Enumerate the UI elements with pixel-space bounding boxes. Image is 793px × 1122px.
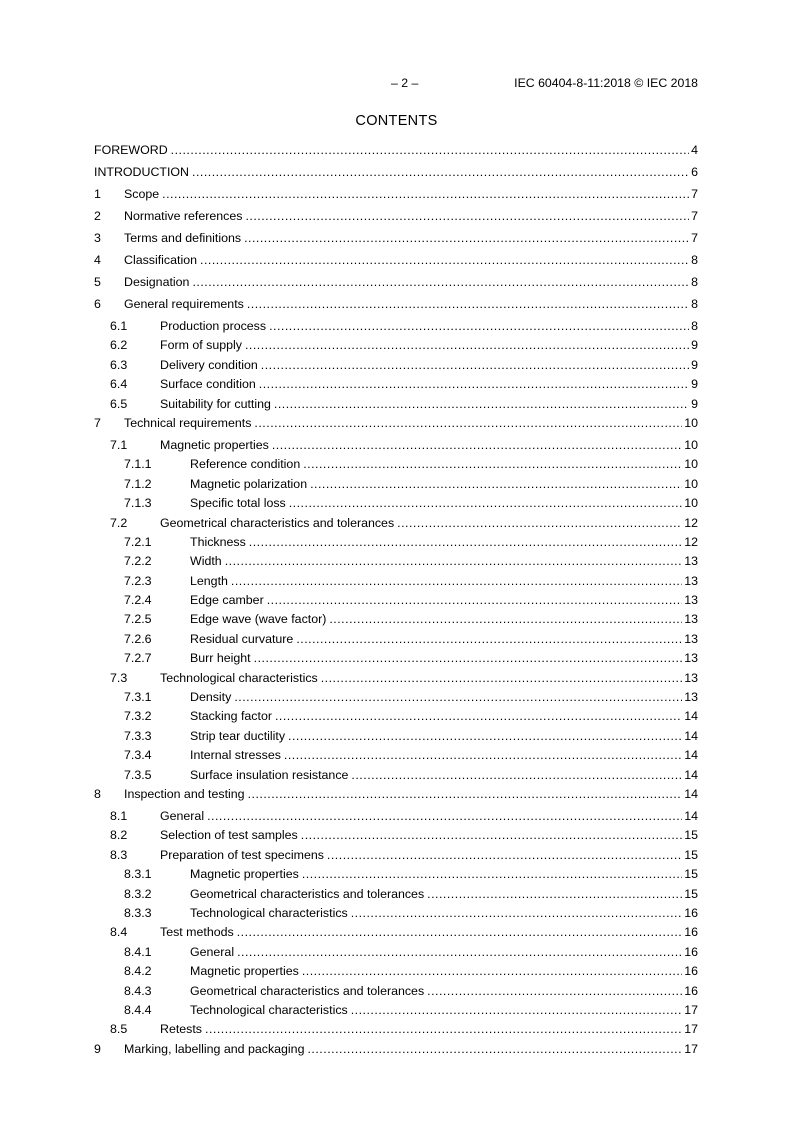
dot-leader — [303, 457, 682, 471]
toc-entry-page: 10 — [684, 476, 698, 491]
dot-leader — [225, 554, 683, 568]
toc-entry-page: 10 — [684, 415, 698, 430]
toc-entry[interactable] — [94, 397, 698, 416]
dot-leader — [237, 925, 683, 939]
toc-entry-label: Reference condition — [190, 457, 301, 472]
toc-entry-label: Stacking factor — [190, 709, 272, 724]
dot-leader — [310, 477, 682, 491]
toc-entry-number: 7.2.4 — [124, 593, 152, 608]
toc-entry[interactable] — [94, 748, 698, 767]
toc-entry-page: 16 — [684, 964, 698, 979]
dot-leader — [275, 709, 682, 723]
toc-entry-number: 6.3 — [110, 357, 128, 372]
toc-entry-page: 16 — [684, 944, 698, 959]
toc-entry-label: Thickness — [190, 534, 246, 549]
toc-entry[interactable] — [94, 496, 698, 515]
toc-entry[interactable] — [94, 709, 698, 728]
toc-entry-page: 13 — [684, 573, 698, 588]
toc-entry[interactable] — [94, 231, 698, 253]
dot-leader — [351, 906, 682, 920]
toc-entry-label: Surface insulation resistance — [190, 767, 349, 782]
dot-leader — [245, 209, 689, 223]
toc-entry-number: 8.4.1 — [124, 944, 152, 959]
toc-entry-page: 17 — [684, 1002, 698, 1017]
toc-entry-number: 7 — [94, 415, 101, 430]
toc-entry-number: 7.2.7 — [124, 651, 152, 666]
dot-leader — [307, 1042, 682, 1056]
toc-entry[interactable] — [94, 438, 698, 457]
toc-entry[interactable] — [94, 848, 698, 867]
toc-entry-label: Strip tear ductility — [190, 728, 286, 743]
dot-leader — [329, 612, 682, 626]
dot-leader — [289, 496, 682, 510]
toc-entry-number: 7.3 — [110, 670, 128, 685]
toc-entry-number: 7.3.3 — [124, 728, 152, 743]
toc-entry-label: Production process — [160, 319, 267, 333]
toc-entry-page: 13 — [684, 554, 698, 569]
toc-entry-number: 6 — [94, 297, 101, 311]
toc-entry-label: Width — [190, 554, 222, 569]
dot-leader — [301, 828, 682, 842]
toc-entry-page: 15 — [684, 867, 698, 882]
toc-entry-label: Selection of test samples — [160, 828, 298, 843]
toc-entry-page: 7 — [691, 209, 698, 223]
toc-entry[interactable] — [94, 945, 698, 964]
toc-entry-page: 14 — [684, 728, 698, 743]
page-title: CONTENTS — [355, 113, 438, 129]
toc-entry-number: 7.3.5 — [124, 767, 152, 782]
dot-leader — [302, 964, 682, 978]
toc-entry-number: 7.2.5 — [124, 612, 152, 627]
toc-entry-label: Form of supply — [160, 338, 242, 353]
toc-entry-number: 7.2.6 — [124, 631, 152, 646]
toc-entry-number: 8 — [94, 786, 101, 801]
toc-entry[interactable] — [94, 787, 698, 809]
toc-entry[interactable] — [94, 338, 698, 357]
toc-entry-page: 12 — [684, 515, 698, 530]
toc-entry-label: Technological characteristics — [190, 1002, 348, 1017]
dot-leader — [351, 768, 682, 782]
toc-entry-page: 16 — [684, 905, 698, 920]
toc-entry-page: 8 — [691, 319, 698, 333]
dot-leader — [234, 690, 682, 704]
dot-leader — [244, 231, 689, 245]
toc-entry-page: 9 — [691, 396, 698, 411]
toc-entry-label: Delivery condition — [160, 357, 258, 372]
toc-entry-number: 8.4.4 — [124, 1002, 152, 1017]
dot-leader — [192, 165, 689, 179]
toc-entry-number: 5 — [94, 275, 101, 289]
toc-entry-page: 10 — [684, 496, 698, 511]
toc-entry-label: Preparation of test specimens — [160, 847, 324, 862]
toc-entry-number: 7.2.1 — [124, 534, 152, 549]
toc-entry-label: Technological characteristics — [190, 905, 348, 920]
toc-entry[interactable] — [94, 809, 698, 828]
toc-entry-page: 7 — [691, 231, 698, 245]
dot-leader — [171, 143, 689, 157]
toc-entry[interactable] — [94, 535, 698, 554]
toc-entry[interactable] — [94, 906, 698, 925]
toc-entry-label: Geometrical characteristics and tolerances — [160, 515, 395, 530]
toc-entry-label: Terms and definitions — [124, 231, 242, 245]
toc-entry-page: 14 — [684, 786, 698, 801]
toc-entry-page: 14 — [684, 767, 698, 782]
toc-entry-page: 9 — [691, 338, 698, 353]
toc-entry-number: 7.1.1 — [124, 457, 152, 472]
toc-entry-page: 15 — [684, 847, 698, 862]
toc-entry-page: 8 — [691, 297, 698, 311]
dot-leader — [200, 253, 689, 267]
toc-entry-number: 8.1 — [110, 808, 128, 823]
toc-entry[interactable] — [94, 275, 698, 297]
toc-entry-label: Suitability for cutting — [160, 396, 271, 411]
toc-entry[interactable] — [94, 1042, 698, 1064]
dot-leader — [302, 867, 682, 881]
toc-entry[interactable] — [94, 671, 698, 690]
toc-entry-page: 14 — [684, 709, 698, 724]
toc-entry-label: Technical requirements — [124, 415, 252, 430]
toc-entry-page: 14 — [684, 808, 698, 823]
dot-leader — [205, 1022, 682, 1036]
dot-leader — [267, 593, 683, 607]
toc-entry-label: Normative references — [124, 209, 243, 223]
toc-entry-page: 9 — [691, 357, 698, 372]
toc-entry-label: Geometrical characteristics and tolerances — [190, 886, 425, 901]
toc-entry[interactable] — [94, 297, 698, 319]
toc-entry-number: 9 — [94, 1041, 101, 1056]
dot-leader — [231, 574, 682, 588]
toc-entry-number: 7.1.2 — [124, 476, 152, 491]
toc-entry-page: 13 — [684, 612, 698, 627]
toc-entry-label: Technological characteristics — [160, 670, 318, 685]
dot-leader — [397, 516, 682, 530]
toc-entry[interactable] — [94, 1003, 698, 1022]
toc-entry-label: Magnetic properties — [190, 964, 299, 979]
toc-entry-page: 8 — [691, 275, 698, 289]
dot-leader — [249, 535, 682, 549]
toc-entry-number: 8.5 — [110, 1022, 128, 1037]
dot-leader — [427, 887, 682, 901]
toc-entry[interactable] — [94, 516, 698, 535]
toc-entry-label: Geometrical characteristics and tolerances — [190, 983, 425, 998]
toc-entry-label: Burr height — [190, 651, 251, 666]
toc-entry-page: 13 — [684, 670, 698, 685]
toc-entry[interactable] — [94, 143, 698, 165]
toc-entry-number: 1 — [94, 187, 101, 201]
dot-leader — [272, 438, 682, 452]
toc-entry-label: Test methods — [160, 925, 234, 940]
toc-entry-label: General — [160, 808, 205, 823]
toc-entry[interactable] — [94, 925, 698, 944]
toc-entry-label: Specific total loss — [190, 496, 286, 511]
toc-entry-page: 4 — [691, 143, 698, 157]
toc-entry[interactable] — [94, 651, 698, 670]
toc-entry-number: 7.2.3 — [124, 573, 152, 588]
toc-entry-number: 8.2 — [110, 828, 128, 843]
dot-leader — [248, 787, 683, 801]
document-reference: IEC 60404-8-11:2018 © IEC 2018 — [514, 76, 698, 90]
toc-entry[interactable] — [94, 690, 698, 709]
toc-entry[interactable] — [94, 574, 698, 593]
toc-entry[interactable] — [94, 209, 698, 231]
dot-leader — [192, 275, 689, 289]
toc-entry-number: 7.2.2 — [124, 554, 152, 569]
toc-entry-page: 17 — [684, 1022, 698, 1037]
toc-entry-number: 7.3.4 — [124, 748, 152, 763]
toc-entry-page: 6 — [691, 165, 698, 179]
toc-entry-label: Surface condition — [160, 377, 256, 392]
dot-leader — [321, 671, 682, 685]
toc-entry-label: Magnetic properties — [160, 437, 269, 452]
toc-entry-label: Residual curvature — [190, 631, 294, 646]
toc-entry[interactable] — [94, 477, 698, 496]
toc-entry-label: INTRODUCTION — [94, 165, 189, 179]
dot-leader — [327, 848, 682, 862]
toc-entry-number: 6.2 — [110, 338, 128, 353]
toc-entry[interactable] — [94, 457, 698, 476]
toc-entry[interactable] — [94, 729, 698, 748]
toc-entry-label: General — [190, 944, 235, 959]
toc-entry-page: 16 — [684, 983, 698, 998]
toc-entry-number: 6.1 — [110, 319, 128, 333]
page-number: – 2 – — [391, 76, 419, 90]
toc-entry-label: Internal stresses — [190, 748, 281, 763]
toc-entry-label: Designation — [124, 275, 190, 289]
toc-entry-label: Magnetic polarization — [190, 476, 308, 491]
dot-leader — [247, 297, 689, 311]
toc-entry-page: 13 — [684, 631, 698, 646]
toc-entry[interactable] — [94, 887, 698, 906]
toc-entry-page: 13 — [684, 690, 698, 705]
toc-entry-page: 13 — [684, 651, 698, 666]
dot-leader — [245, 338, 689, 352]
toc-entry-label: Scope — [124, 187, 160, 201]
toc-entry-page: 15 — [684, 828, 698, 843]
toc-entry-number: 7.1.3 — [124, 496, 152, 511]
toc-entry-label: FOREWORD — [94, 143, 168, 157]
toc-entry-page: 10 — [684, 437, 698, 452]
dot-leader — [296, 632, 682, 646]
toc-entry-number: 8.4 — [110, 925, 128, 940]
toc-entry-label: General requirements — [124, 297, 244, 311]
dot-leader — [351, 1003, 682, 1017]
toc-entry-number: 8.4.2 — [124, 964, 152, 979]
toc-entry-number: 6.5 — [110, 396, 128, 411]
dot-leader — [269, 319, 689, 333]
toc-entry[interactable] — [94, 187, 698, 209]
toc-entry[interactable] — [94, 867, 698, 886]
toc-entry[interactable] — [94, 768, 698, 787]
dot-leader — [237, 945, 682, 959]
dot-leader — [284, 748, 682, 762]
toc-entry-number: 7.3.2 — [124, 709, 152, 724]
toc-entry[interactable] — [94, 319, 698, 338]
toc-entry-page: 10 — [684, 457, 698, 472]
toc-entry-page: 7 — [691, 187, 698, 201]
toc-entry[interactable] — [94, 554, 698, 573]
toc-entry[interactable] — [94, 377, 698, 396]
toc-entry[interactable] — [94, 253, 698, 275]
toc-entry[interactable] — [94, 165, 698, 187]
dot-leader — [207, 809, 682, 823]
toc-entry-label: Retests — [160, 1022, 203, 1037]
toc-entry-number: 8.3.3 — [124, 905, 152, 920]
table-of-contents — [94, 143, 698, 1064]
toc-entry[interactable] — [94, 984, 698, 1003]
toc-entry-page: 12 — [684, 534, 698, 549]
toc-entry-label: Density — [190, 690, 232, 705]
toc-entry-number: 6.4 — [110, 377, 128, 392]
toc-entry-number: 4 — [94, 253, 101, 267]
toc-entry-page: 17 — [684, 1041, 698, 1056]
dot-leader — [261, 358, 689, 372]
toc-entry-label: Edge wave (wave factor) — [190, 612, 327, 627]
toc-entry-number: 7.2 — [110, 515, 128, 530]
dot-leader — [274, 397, 689, 411]
toc-entry-label: Inspection and testing — [124, 786, 245, 801]
dot-leader — [259, 377, 689, 391]
toc-entry-page: 9 — [691, 377, 698, 392]
toc-entry[interactable] — [94, 964, 698, 983]
toc-entry-page: 13 — [684, 593, 698, 608]
toc-entry-page: 16 — [684, 925, 698, 940]
toc-entry[interactable] — [94, 612, 698, 631]
toc-entry-number: 8.4.3 — [124, 983, 152, 998]
toc-entry-number: 2 — [94, 209, 101, 223]
toc-entry[interactable] — [94, 1022, 698, 1041]
toc-entry[interactable] — [94, 632, 698, 651]
toc-entry-label: Edge camber — [190, 593, 264, 608]
toc-entry[interactable] — [94, 416, 698, 438]
toc-entry-page: 15 — [684, 886, 698, 901]
toc-entry-label: Length — [190, 573, 228, 588]
toc-entry-number: 7.1 — [110, 437, 128, 452]
page-header — [94, 76, 698, 92]
toc-entry-number: 7.3.1 — [124, 690, 152, 705]
toc-entry-number: 8.3.2 — [124, 886, 152, 901]
toc-entry-label: Magnetic properties — [190, 867, 299, 882]
dot-leader — [288, 729, 682, 743]
toc-entry-page: 14 — [684, 748, 698, 763]
toc-entry[interactable] — [94, 593, 698, 612]
toc-entry-number: 8.3.1 — [124, 867, 152, 882]
dot-leader — [162, 187, 689, 201]
toc-entry-number: 8.3 — [110, 847, 128, 862]
toc-entry-page: 8 — [691, 253, 698, 267]
dot-leader — [254, 651, 683, 665]
toc-entry-number: 3 — [94, 231, 101, 245]
dot-leader — [427, 984, 682, 998]
toc-entry-label: Classification — [124, 253, 197, 267]
toc-entry[interactable] — [94, 358, 698, 377]
toc-entry[interactable] — [94, 828, 698, 847]
dot-leader — [254, 416, 682, 430]
toc-entry-label: Marking, labelling and packaging — [124, 1041, 305, 1056]
